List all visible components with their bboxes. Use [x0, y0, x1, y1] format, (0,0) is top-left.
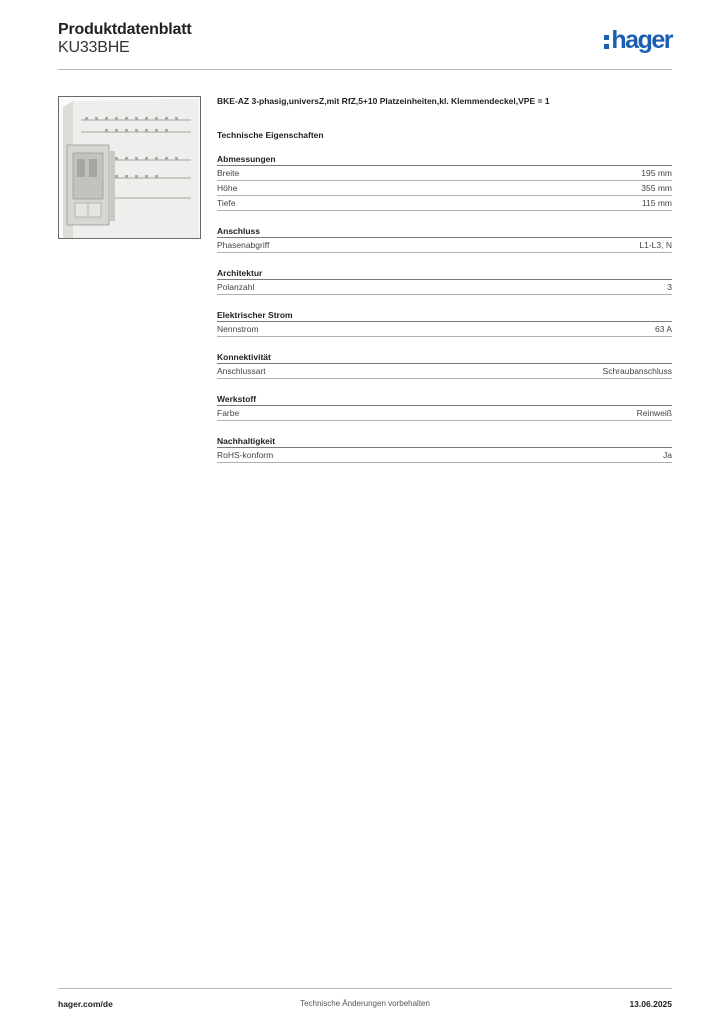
- logo-dots-icon: [604, 35, 609, 49]
- group-title: Nachhaltigkeit: [217, 436, 672, 448]
- group-title: Elektrischer Strom: [217, 310, 672, 322]
- table-row: [217, 448, 672, 463]
- product-description: BKE-AZ 3-phasig,universZ,mit RfZ,5+10 Platzeinheiten,kl. Klemmendeckel,VPE = 1: [217, 96, 550, 106]
- row-value: 63 A: [654, 324, 672, 334]
- page-footer: [58, 988, 672, 1012]
- group-title: Architektur: [217, 268, 672, 280]
- row-value: 3: [667, 282, 672, 292]
- table-row: [217, 238, 672, 253]
- hager-logo: [604, 26, 672, 54]
- group-nachhaltigkeit: [217, 436, 672, 463]
- row-value: Reinweiß: [636, 408, 672, 418]
- article-number: KU33BHE: [58, 39, 130, 56]
- page-header: [58, 20, 672, 70]
- row-value: 355 mm: [641, 183, 672, 193]
- distribution-board-image: [59, 97, 200, 238]
- row-label: Tiefe: [217, 198, 236, 208]
- row-label: Breite: [217, 168, 240, 178]
- group-abmessungen: [217, 154, 672, 211]
- datasheet-content: [217, 96, 672, 463]
- group-title: Abmessungen: [217, 154, 672, 166]
- table-row: [217, 322, 672, 337]
- document-title: Produktdatenblatt: [58, 21, 192, 38]
- group-werkstoff: [217, 394, 672, 421]
- table-row: [217, 166, 672, 181]
- row-label: Polanzahl: [217, 282, 255, 292]
- group-title: Konnektivität: [217, 352, 672, 364]
- group-title: Werkstoff: [217, 394, 672, 406]
- row-value: 195 mm: [641, 168, 672, 178]
- footer-date: 13.06.2025: [629, 999, 672, 1009]
- logo-text: hager: [611, 25, 672, 54]
- footer-note: Technische Änderungen vorbehalten: [300, 999, 430, 1008]
- row-label: Farbe: [217, 408, 240, 418]
- group-title: Anschluss: [217, 226, 672, 238]
- group-anschluss: [217, 226, 672, 253]
- row-label: Höhe: [217, 183, 238, 193]
- row-value: 115 mm: [641, 198, 672, 208]
- group-architektur: [217, 268, 672, 295]
- table-row: [217, 196, 672, 211]
- row-value: Ja: [663, 450, 672, 460]
- table-row: [217, 406, 672, 421]
- product-image: [58, 96, 201, 239]
- footer-website-link[interactable]: hager.com/de: [58, 999, 113, 1009]
- table-row: [217, 364, 672, 379]
- row-label: Phasenabgriff: [217, 240, 270, 250]
- table-row: [217, 181, 672, 196]
- row-label: Nennstrom: [217, 324, 259, 334]
- row-label: RoHS-konform: [217, 450, 274, 460]
- row-value: Schraubanschluss: [602, 366, 672, 376]
- row-label: Anschlussart: [217, 366, 266, 376]
- row-value: L1-L3, N: [639, 240, 672, 250]
- group-elektrischer-strom: [217, 310, 672, 337]
- section-title: Technische Eigenschaften: [217, 130, 324, 140]
- group-konnektivitaet: [217, 352, 672, 379]
- table-row: [217, 280, 672, 295]
